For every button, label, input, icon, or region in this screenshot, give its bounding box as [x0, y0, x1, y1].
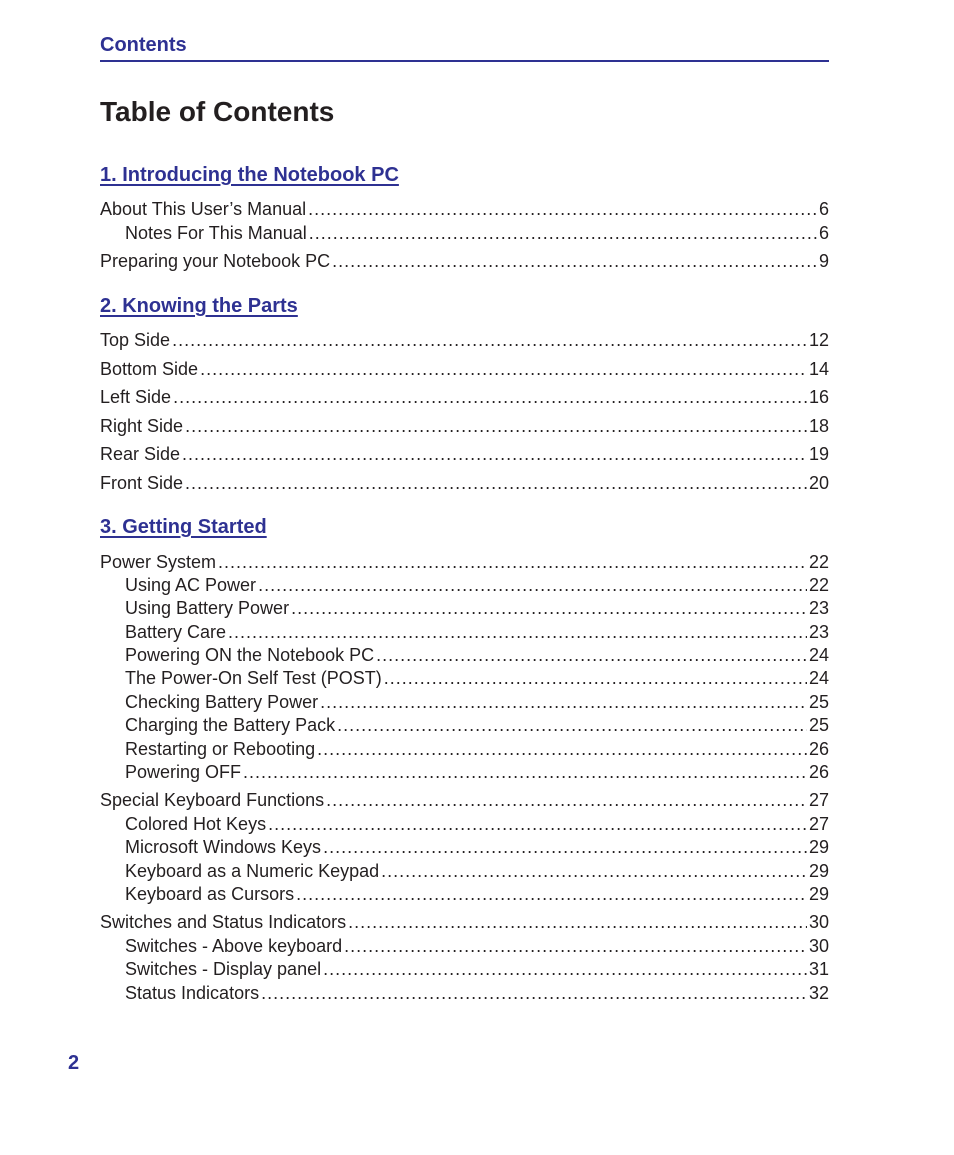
dot-leader	[261, 981, 807, 1005]
dot-leader	[323, 957, 807, 981]
toc-entry-label: Keyboard as Cursors	[125, 884, 295, 904]
section-heading-knowing-the-parts[interactable]: 2. Knowing the Parts	[100, 295, 298, 317]
toc-entry-charging-battery-pack[interactable]	[125, 713, 829, 737]
toc-entry-right-side[interactable]	[100, 414, 829, 438]
toc-entry-page: 19	[808, 444, 829, 464]
toc-entry-preparing-your-notebook-pc[interactable]	[100, 249, 829, 273]
toc-entry-page: 26	[808, 762, 829, 782]
toc-entry-page: 22	[808, 575, 829, 595]
dot-leader	[326, 788, 807, 812]
dot-leader	[200, 357, 807, 381]
toc-entry-page: 23	[808, 598, 829, 618]
toc-entry-label: Checking Battery Power	[125, 692, 319, 712]
toc-entry-label: About This User’s Manual	[100, 199, 307, 219]
toc-entry-page: 23	[808, 622, 829, 642]
toc-entry-page: 6	[818, 223, 829, 243]
toc-entry-status-indicators[interactable]	[125, 981, 829, 1005]
toc-entry-powering-on[interactable]	[125, 643, 829, 667]
toc-entry-label: Top Side	[100, 330, 171, 350]
dot-leader	[344, 934, 807, 958]
toc-entry-power-on-self-test[interactable]	[125, 666, 829, 690]
toc-entry-keyboard-as-cursors[interactable]	[125, 882, 829, 906]
toc-entry-page: 32	[808, 983, 829, 1003]
toc-entry-page: 29	[808, 837, 829, 857]
toc-entry-page: 18	[808, 416, 829, 436]
toc-entry-label: Status Indicators	[125, 983, 260, 1003]
dot-leader	[296, 882, 807, 906]
toc-entry-page: 22	[808, 552, 829, 572]
toc-entry-label: Rear Side	[100, 444, 181, 464]
toc-entry-bottom-side[interactable]	[100, 357, 829, 381]
toc-entry-label: Colored Hot Keys	[125, 814, 267, 834]
toc-entry-page: 25	[808, 692, 829, 712]
dot-leader	[185, 471, 807, 495]
toc-entry-page: 9	[818, 251, 829, 271]
dot-leader	[309, 221, 817, 245]
toc-entry-about-this-users-manual[interactable]	[100, 197, 829, 221]
toc-entry-page: 24	[808, 645, 829, 665]
toc-entry-label: Switches and Status Indicators	[100, 912, 347, 932]
toc-entry-left-side[interactable]	[100, 385, 829, 409]
toc-entry-page: 30	[808, 912, 829, 932]
dot-leader	[308, 197, 817, 221]
toc-entry-front-side[interactable]	[100, 471, 829, 495]
toc-entry-switches-above-keyboard[interactable]	[125, 934, 829, 958]
toc-entry-label: Restarting or Rebooting	[125, 739, 316, 759]
section-heading-introducing[interactable]: 1. Introducing the Notebook PC	[100, 164, 399, 186]
toc-entry-label: Charging the Battery Pack	[125, 715, 336, 735]
toc-entry-page: 29	[808, 884, 829, 904]
toc-entry-page: 16	[808, 387, 829, 407]
toc-entry-page: 25	[808, 715, 829, 735]
dot-leader	[185, 414, 807, 438]
toc-entry-page: 24	[808, 668, 829, 688]
page-title: Table of Contents	[100, 96, 335, 127]
toc-entry-label: Switches - Display panel	[125, 959, 322, 979]
toc-entry-label: Microsoft Windows Keys	[125, 837, 322, 857]
toc-entry-keyboard-numeric-keypad[interactable]	[125, 859, 829, 883]
dot-leader	[381, 859, 807, 883]
toc-entry-label: Switches - Above keyboard	[125, 936, 343, 956]
dot-leader	[243, 760, 807, 784]
dot-leader	[320, 690, 807, 714]
dot-leader	[323, 835, 807, 859]
toc-entry-page: 30	[808, 936, 829, 956]
dot-leader	[332, 249, 817, 273]
toc-entry-page: 14	[808, 359, 829, 379]
toc-entry-label: Left Side	[100, 387, 172, 407]
toc-entry-label: Powering OFF	[125, 762, 242, 782]
toc-entry-page: 26	[808, 739, 829, 759]
toc-entry-checking-battery-power[interactable]	[125, 690, 829, 714]
toc-entry-battery-care[interactable]	[125, 620, 829, 644]
toc-entry-label: Right Side	[100, 416, 184, 436]
toc-entry-label: Using AC Power	[125, 575, 257, 595]
toc-entry-special-keyboard-functions[interactable]	[100, 788, 829, 812]
toc-entry-top-side[interactable]	[100, 328, 829, 352]
toc-entry-page: 31	[808, 959, 829, 979]
toc-entry-label: Using Battery Power	[125, 598, 290, 618]
dot-leader	[291, 596, 807, 620]
toc-entry-rear-side[interactable]	[100, 442, 829, 466]
page-number: 2	[68, 1052, 80, 1074]
dot-leader	[173, 385, 807, 409]
toc-entry-restarting-or-rebooting[interactable]	[125, 737, 829, 761]
toc-entry-using-battery-power[interactable]	[125, 596, 829, 620]
dot-leader	[337, 713, 807, 737]
dot-leader	[218, 550, 807, 574]
running-header-title: Contents	[100, 34, 187, 56]
toc-entry-page: 6	[818, 199, 829, 219]
toc-entry-microsoft-windows-keys[interactable]	[125, 835, 829, 859]
toc-entry-notes-for-this-manual[interactable]	[125, 221, 829, 245]
dot-leader	[182, 442, 807, 466]
toc-entry-colored-hot-keys[interactable]	[125, 812, 829, 836]
toc-entry-powering-off[interactable]	[125, 760, 829, 784]
toc-entry-power-system[interactable]	[100, 550, 829, 574]
toc-entry-using-ac-power[interactable]	[125, 573, 829, 597]
toc-entry-page: 27	[808, 814, 829, 834]
dot-leader	[258, 573, 807, 597]
toc-entry-label: Battery Care	[125, 622, 227, 642]
toc-entry-label: Power System	[100, 552, 217, 572]
toc-entry-label: Notes For This Manual	[125, 223, 307, 243]
dot-leader	[348, 910, 807, 934]
dot-leader	[376, 643, 807, 667]
toc-entry-switches-and-status-indicators[interactable]	[100, 910, 829, 934]
toc-entry-label: Special Keyboard Functions	[100, 790, 325, 810]
toc-entry-label: Front Side	[100, 473, 184, 493]
toc-entry-label: Keyboard as a Numeric Keypad	[125, 861, 380, 881]
dot-leader	[228, 620, 807, 644]
table-of-contents	[100, 0, 829, 1155]
toc-entry-label: Powering ON the Notebook PC	[125, 645, 375, 665]
toc-entry-page: 12	[808, 330, 829, 350]
toc-entry-label: Bottom Side	[100, 359, 199, 379]
toc-entry-page: 20	[808, 473, 829, 493]
toc-entry-switches-display-panel[interactable]	[125, 957, 829, 981]
toc-entry-page: 29	[808, 861, 829, 881]
dot-leader	[384, 666, 807, 690]
dot-leader	[268, 812, 807, 836]
dot-leader	[172, 328, 807, 352]
toc-entry-label: Preparing your Notebook PC	[100, 251, 331, 271]
section-heading-getting-started[interactable]: 3. Getting Started	[100, 516, 267, 538]
dot-leader	[317, 737, 807, 761]
toc-entry-page: 27	[808, 790, 829, 810]
toc-entry-label: The Power-On Self Test (POST)	[125, 668, 382, 688]
